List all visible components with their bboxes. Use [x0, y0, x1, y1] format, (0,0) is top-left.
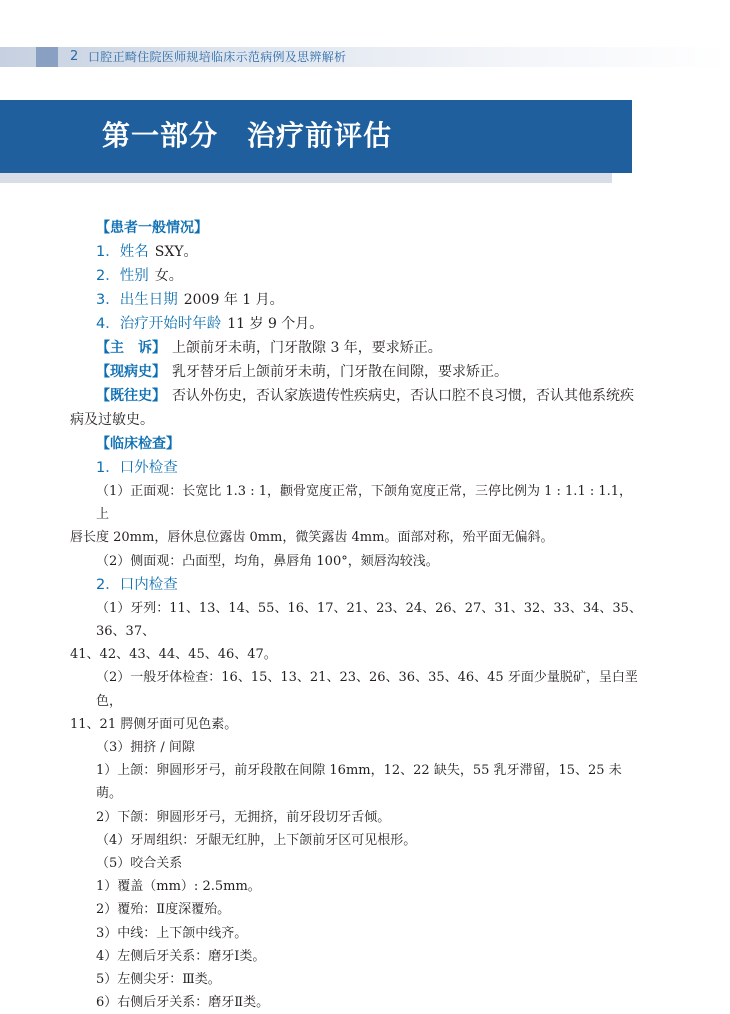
running-title: 口腔正畸住院医师规培临床示范病例及思辨解析: [88, 50, 347, 64]
overbite-line: 1）覆盖（mm）: 2.5mm。: [96, 879, 261, 895]
left-molar-line: 4）左侧后牙关系：磨牙Ⅰ类。: [96, 948, 266, 964]
side-view-line: （2）侧面观：凸面型，均角，鼻唇角 100°，颏唇沟较浅。: [96, 553, 439, 569]
past-history-label: 【既往史】: [96, 388, 166, 404]
patient-info-heading: 【患者一般情况】: [96, 220, 208, 236]
dentition-line: （1）牙列：11、13、14、55、16、17、21、23、24、26、27、31、32、33、34、35、36、37、: [96, 600, 642, 640]
lower-arch-line: 2）下颌：卵圆形牙弓，无拥挤，前牙段切牙舌倾。: [96, 809, 391, 825]
overjet-line: 2）覆殆：Ⅱ度深覆殆。: [96, 902, 231, 918]
patient-age-row: [70, 312, 642, 336]
periodontal-line: （4）牙周组织：牙龈无红肿，上下颌前牙区可见根形。: [96, 832, 417, 848]
occlusion-heading: （5）咬合关系: [96, 856, 183, 872]
sex-value: 女。: [154, 268, 183, 284]
past-history-row: [70, 384, 642, 408]
complaint-label: 【主 诉】: [96, 340, 166, 356]
extraoral-heading: 1．口外检查: [96, 460, 178, 476]
complaint-value: 上颌前牙未萌，门牙散隙 3 年，要求矫正。: [172, 340, 442, 356]
name-label: 1．姓名: [96, 244, 149, 260]
page-number: 2: [70, 49, 79, 64]
present-history-label: 【现病史】: [96, 364, 166, 380]
left-canine-line: 5）左侧尖牙：Ⅲ类。: [96, 972, 221, 988]
complaint-row: [70, 336, 642, 360]
present-history-value: 乳牙替牙后上颌前牙未萌，门牙散在间隙，要求矫正。: [172, 364, 508, 380]
past-history-value: 否认外伤史，否认家族遗传性疾病史，否认口腔不良习惯，否认其他系统疾: [172, 388, 634, 404]
front-view-line: （1）正面观：长宽比 1.3 : 1，颧骨宽度正常，下颌角宽度正常，三停比例为 1 : 1.1 : 1.1，上: [96, 484, 633, 523]
title-shadow: [0, 173, 612, 183]
age-value: 11 岁 9 个月。: [227, 316, 324, 332]
exam-heading: 【临床检查】: [96, 436, 180, 452]
dob-value: 2009 年 1 月。: [183, 292, 284, 308]
main-content: [70, 216, 642, 1014]
name-value: SXY。: [154, 244, 198, 260]
chapter-title: 第一部分 治疗前评估: [102, 119, 393, 152]
patient-dob-row: [70, 288, 642, 312]
intraoral-heading: 2．口内检查: [96, 576, 178, 593]
age-label: 4．治疗开始时年龄: [96, 316, 222, 332]
patient-sex-row: [70, 264, 642, 288]
crowding-heading: （3）拥挤 / 间隙: [96, 740, 195, 756]
right-molar-line: 6）右侧后牙关系：磨牙Ⅱ类。: [96, 995, 270, 1011]
past-history-continued: 病及过敏史。: [70, 412, 154, 428]
header-block: [36, 47, 58, 67]
midline-line: 3）中线：上下颌中线齐。: [96, 925, 248, 941]
front-view-continued: 唇长度 20mm，唇休息位露齿 0mm，微笑露齿 4mm。面部对称，殆平面无偏斜。: [70, 530, 554, 546]
general-exam-continued: 11、21 腭侧牙面可见色素。: [70, 716, 238, 732]
patient-name-row: [70, 240, 642, 264]
dentition-continued: 41、42、43、44、45、46、47。: [70, 647, 277, 663]
general-exam-line: （2）一般牙体检查：16、15、13、21、23、26、36、35、46、45 牙面少量脱矿，呈白垩色，: [96, 670, 638, 709]
present-history-row: [70, 360, 642, 384]
upper-arch-line: 1）上颌：卵圆形牙弓，前牙段散在间隙 16mm，12、22 缺失，55 乳牙滞留，15、25 未萌。: [96, 763, 622, 802]
sex-label: 2．性别: [96, 268, 149, 284]
dob-label: 3．出生日期: [96, 292, 178, 308]
